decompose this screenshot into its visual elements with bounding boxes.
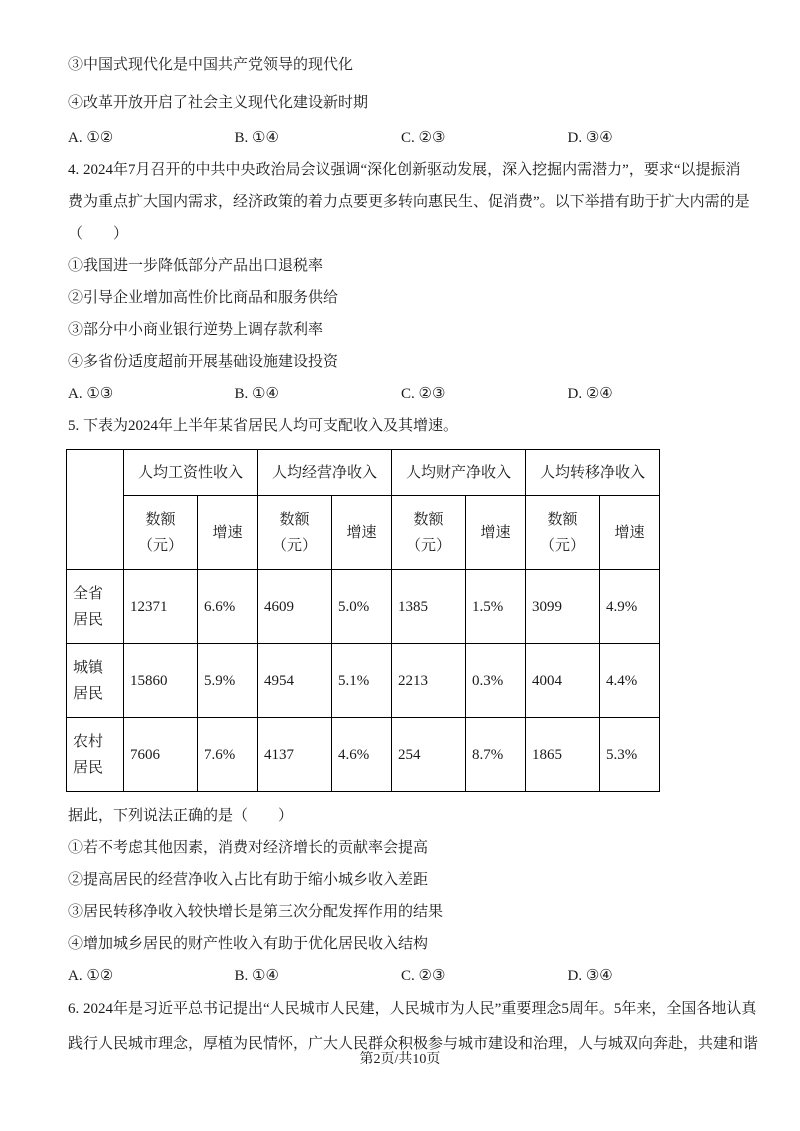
cell-value: 4609 <box>258 570 332 644</box>
cell-value: 5.3% <box>600 718 660 792</box>
col-group-transfer: 人均转移净收入 <box>526 450 660 496</box>
q5-option-3: ③居民转移净收入较快增长是第三次分配发挥作用的结果 <box>68 904 444 920</box>
q3-answer-a: A. ①② <box>68 130 114 146</box>
cell-value: 4137 <box>258 718 332 792</box>
q3-answer-c: C. ②③ <box>401 130 446 146</box>
table-corner-cell <box>67 450 124 570</box>
cell-value: 4.9% <box>600 570 660 644</box>
cell-value: 4004 <box>526 644 600 718</box>
row-label: 农村居民 <box>67 718 124 792</box>
cell-value: 5.9% <box>198 644 258 718</box>
subheader-amount: 数额 （元） <box>526 496 600 570</box>
q4-option-2: ②引导企业增加高性价比商品和服务供给 <box>68 290 339 306</box>
q3-answer-d: D. ③④ <box>567 130 613 146</box>
q5-intro: 5. 下表为2024年上半年某省居民人均可支配收入及其增速。 <box>68 418 459 434</box>
q5-question: 据此，下列说法正确的是（ ） <box>68 808 294 824</box>
cell-value: 1385 <box>392 570 466 644</box>
q4-answer-row <box>68 378 734 410</box>
subheader-amount: 数额 （元） <box>258 496 332 570</box>
cell-value: 4.6% <box>332 718 392 792</box>
cell-value: 1865 <box>526 718 600 792</box>
q4-answer-a: A. ①③ <box>68 386 114 402</box>
q5-option-2: ②提高居民的经营净收入占比有助于缩小城乡收入差距 <box>68 872 429 888</box>
subheader-amount: 数额 （元） <box>392 496 466 570</box>
cell-value: 3099 <box>526 570 600 644</box>
cell-value: 6.6% <box>198 570 258 644</box>
col-group-wage: 人均工资性收入 <box>124 450 258 496</box>
cell-value: 5.1% <box>332 644 392 718</box>
q5-answer-b: B. ①④ <box>234 968 279 984</box>
cell-value: 5.0% <box>332 570 392 644</box>
cell-value: 8.7% <box>466 718 526 792</box>
q4-answer-c: C. ②③ <box>401 386 446 402</box>
cell-value: 4.4% <box>600 644 660 718</box>
subheader-growth: 增速 <box>198 496 258 570</box>
q6-stem-line-1: 6. 2024年是习近平总书记提出“人民城市人民建，人民城市为人民”重要理念5周年。5年来，全国各地认真 <box>68 1001 757 1017</box>
q5-option-1: ①若不考虑其他因素，消费对经济增长的贡献率会提高 <box>68 840 429 856</box>
q4-stem-line-1: 4. 2024年7月召开的中共中央政治局会议强调“深化创新驱动发展，深入挖掘内需潜力”，要求“以提振消 <box>68 162 741 178</box>
cell-value: 7.6% <box>198 718 258 792</box>
q5-option-4: ④增加城乡居民的财产性收入有助于优化居民收入结构 <box>68 936 429 952</box>
cell-value: 15860 <box>124 644 198 718</box>
subheader-growth: 增速 <box>600 496 660 570</box>
q3-option-3: ③中国式现代化是中国共产党领导的现代化 <box>68 57 354 73</box>
cell-value: 7606 <box>124 718 198 792</box>
q5-answer-d: D. ③④ <box>567 968 613 984</box>
q4-answer-d: D. ②④ <box>567 386 613 402</box>
cell-value: 1.5% <box>466 570 526 644</box>
q4-option-1: ①我国进一步降低部分产品出口退税率 <box>68 258 324 274</box>
q4-option-4: ④多省份适度超前开展基础设施建设投资 <box>68 354 339 370</box>
col-group-property: 人均财产净收入 <box>392 450 526 496</box>
q3-answer-row <box>68 122 734 154</box>
cell-value: 2213 <box>392 644 466 718</box>
cell-value: 4954 <box>258 644 332 718</box>
table-row-urban <box>67 644 660 718</box>
cell-value: 254 <box>392 718 466 792</box>
subheader-amount: 数额 （元） <box>124 496 198 570</box>
col-group-business: 人均经营净收入 <box>258 450 392 496</box>
row-label: 全省居民 <box>67 570 124 644</box>
row-label: 城镇居民 <box>67 644 124 718</box>
income-table <box>66 449 660 792</box>
cell-value: 0.3% <box>466 644 526 718</box>
q4-stem-line-2: 费为重点扩大国内需求，经济政策的着力点要更多转向惠民生、促消费”。以下举措有助于扩大内需的是 <box>68 194 750 210</box>
q3-answer-b: B. ①④ <box>234 130 279 146</box>
q4-stem-line-3: （ ） <box>68 226 129 242</box>
table-row-rural <box>67 718 660 792</box>
page-number-footer: 第2页/共10页 <box>359 1052 441 1067</box>
table-subheader-row <box>67 496 660 570</box>
q3-option-4: ④改革开放开启了社会主义现代化建设新时期 <box>68 95 369 111</box>
q4-option-3: ③部分中小商业银行逆势上调存款利率 <box>68 322 324 338</box>
q5-answer-c: C. ②③ <box>401 968 446 984</box>
cell-value: 12371 <box>124 570 198 644</box>
table-row-province <box>67 570 660 644</box>
q5-answer-row <box>68 960 734 992</box>
q4-answer-b: B. ①④ <box>234 386 279 402</box>
subheader-growth: 增速 <box>332 496 392 570</box>
q6-stem-line-2: 践行人民城市理念，厚植为民情怀，广大人民群众积极参与城市建设和治理，人与城双向奔赴，共建和谐 <box>68 1036 759 1052</box>
table-header-group-row <box>67 450 660 496</box>
q5-answer-a: A. ①② <box>68 968 114 984</box>
subheader-growth: 增速 <box>466 496 526 570</box>
